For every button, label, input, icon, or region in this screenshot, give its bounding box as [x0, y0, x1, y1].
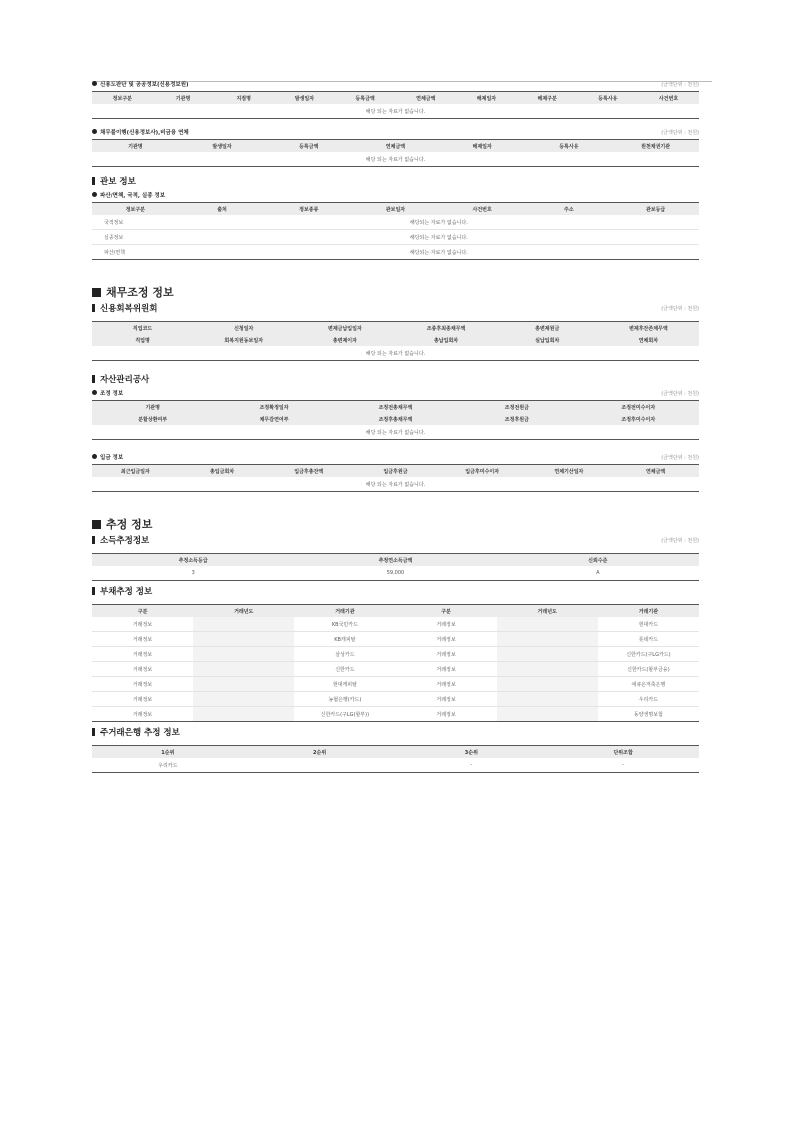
header-cell: 기관명 — [153, 92, 214, 105]
year-cell-redacted — [193, 647, 294, 662]
category-cell: 거래정보 — [92, 647, 193, 662]
header-cell: 직업명 — [92, 334, 193, 346]
main-bank-title: 주거래은행 추정 정보 — [92, 726, 699, 741]
table-row — [92, 692, 699, 707]
category-cell: 거래정보 — [395, 707, 496, 722]
unit-label: (금액단위 : 천원) — [661, 306, 699, 312]
institution-cell: 현대캐피탈 — [294, 677, 395, 692]
header-cell: 실납입회차 — [497, 334, 598, 346]
header-cell: 총입금회차 — [179, 465, 266, 478]
section-bar-icon — [92, 728, 95, 736]
header-cell: 신뢰수준 — [497, 554, 699, 567]
table-row — [92, 632, 699, 647]
confidence-level: A — [497, 566, 699, 581]
no-data-cell: 해당 되는 자료가 없습니다. — [92, 152, 699, 167]
year-cell-redacted — [497, 677, 598, 692]
year-cell-redacted — [497, 707, 598, 722]
year-cell-redacted — [497, 662, 598, 677]
category-cell: 거래정보 — [92, 632, 193, 647]
table-row — [92, 230, 699, 245]
header-cell: 조정전원금 — [456, 401, 577, 414]
header-cell: 직업코드 — [92, 322, 193, 335]
unit-label: (금액단위 : 천원) — [661, 391, 699, 397]
header-cell: 해제구분 — [517, 92, 578, 105]
estimate-title: 추정 정보 — [92, 516, 699, 534]
year-cell-redacted — [497, 617, 598, 632]
year-cell-redacted — [193, 617, 294, 632]
header-cell: 연체금액 — [395, 92, 456, 105]
header-cell: 총변제원금 — [497, 322, 598, 335]
institution-cell: 신한카드 — [294, 662, 395, 677]
header-cell: 해제일자 — [456, 92, 517, 105]
header-cell: 지점명 — [213, 92, 274, 105]
header-cell: 사건번호 — [638, 92, 699, 105]
header-cell: 기관명 — [92, 140, 179, 153]
credit-default-table — [92, 91, 699, 119]
header-cell: 최근입금일자 — [92, 465, 179, 478]
header-cell: 거래년도 — [497, 605, 598, 618]
header-cell: 조정전총채무액 — [335, 401, 456, 414]
unit-label: (금액단위 : 천원) — [661, 82, 699, 88]
header-cell: 조정후총채무액 — [335, 413, 456, 425]
year-cell-redacted — [193, 632, 294, 647]
header-cell: 등록사유 — [578, 92, 639, 105]
header-cell: 신청일자 — [193, 322, 294, 335]
no-data-cell: 해당 되는 자료가 없습니다. — [92, 104, 699, 119]
header-cell: 연체금액 — [352, 140, 439, 153]
category-cell: 거래정보 — [395, 632, 496, 647]
header-cell: 분할상환여부 — [92, 413, 213, 425]
section-square-icon — [92, 288, 101, 297]
category-cell: 거래정보 — [92, 707, 193, 722]
main-bank-table — [92, 745, 699, 773]
category-cell: 거래정보 — [92, 677, 193, 692]
category-cell: 거래정보 — [92, 692, 193, 707]
income-amount: 59,000 — [294, 566, 496, 581]
unit-label: (금액단위 : 천원) — [661, 538, 699, 544]
no-data-cell: 해당되는 자료가 없습니다. — [179, 245, 699, 260]
info-type-cell: 국적정보 — [92, 215, 179, 230]
debt-adjust-title: 채무조정 정보 — [92, 284, 699, 302]
institution-cell: 신한카드(구LG(할부)) — [294, 707, 395, 722]
info-type-cell: 실종정보 — [92, 230, 179, 245]
institution-cell: 우리카드 — [598, 692, 699, 707]
header-cell: 연체회차 — [598, 334, 699, 346]
header-cell: 총변제이자 — [294, 334, 395, 346]
income-title: 소득추정정보 (금액단위 : 천원) — [92, 534, 699, 549]
header-cell: 발생일자 — [179, 140, 266, 153]
header-cell: 채무감면여부 — [213, 413, 334, 425]
unit-label: (금액단위 : 천원) — [661, 455, 699, 461]
header-cell: 거래기관 — [598, 605, 699, 618]
institution-cell: 애큐온저축은행 — [598, 677, 699, 692]
header-cell: 거래기관 — [294, 605, 395, 618]
header-cell: 조종후최종채무액 — [395, 322, 496, 335]
year-cell-redacted — [193, 707, 294, 722]
header-cell: 구분 — [395, 605, 496, 618]
category-cell: 거래정보 — [395, 617, 496, 632]
credit-default-title: 신용도판단 및 공공정보(신용정보원) (금액단위 : 천원) — [92, 79, 699, 91]
year-cell-redacted — [193, 692, 294, 707]
header-cell: 3순위 — [396, 746, 548, 759]
header-cell: 추정소득등급 — [92, 554, 294, 567]
category-cell: 거래정보 — [395, 647, 496, 662]
income-grade: 3 — [92, 566, 294, 581]
header-cell: 등록사유 — [526, 140, 613, 153]
institution-cell: 롯데카드 — [598, 632, 699, 647]
header-cell: 조정후미수이자 — [578, 413, 699, 425]
header-cell: 변제금납입일자 — [294, 322, 395, 335]
header-cell: 발생일자 — [274, 92, 335, 105]
institution-cell: 신한카드(구LG카드) — [598, 647, 699, 662]
table-row — [92, 617, 699, 632]
public-info-table — [92, 202, 699, 260]
institution-cell: 신한카드(할부금융) — [598, 662, 699, 677]
bullet-icon — [92, 454, 97, 459]
year-cell-redacted — [193, 677, 294, 692]
unit-label: (금액단위 : 천원) — [661, 130, 699, 136]
report-content — [92, 79, 699, 773]
section-bar-icon — [92, 304, 95, 312]
category-cell: 거래정보 — [395, 662, 496, 677]
liability-title: 부채추정 정보 — [92, 585, 699, 600]
rank1-cell: 우리카드 — [92, 758, 244, 773]
income-table — [92, 553, 699, 581]
institution-cell: 동양생명보험 — [598, 707, 699, 722]
section-bar-icon — [92, 177, 95, 185]
header-cell: 관보일자 — [352, 203, 439, 216]
section-square-icon — [92, 520, 101, 529]
bullet-icon — [92, 192, 97, 197]
section-bar-icon — [92, 536, 95, 544]
debt-nonpay-title: 채무불이행(신용정보사),비금융 연체 (금액단위 : 천원) — [92, 127, 699, 139]
public-info-title: 관보 정보 — [92, 175, 699, 190]
header-cell: 해제일자 — [439, 140, 526, 153]
header-cell: 조정확정일자 — [213, 401, 334, 414]
section-bar-icon — [92, 375, 95, 383]
header-cell: 단위조합 — [547, 746, 699, 759]
table-row — [92, 647, 699, 662]
header-cell: 연체금액 — [612, 465, 699, 478]
header-cell: 조정후원금 — [456, 413, 577, 425]
category-cell: 거래정보 — [395, 677, 496, 692]
header-cell: 주소 — [526, 203, 613, 216]
no-data-cell: 해당되는 자료가 없습니다. — [179, 215, 699, 230]
year-cell-redacted — [497, 692, 598, 707]
kamco-payment-title: 입금 정보 (금액단위 : 천원) — [92, 452, 699, 464]
header-cell: 총납입회차 — [395, 334, 496, 346]
header-cell: 원천채권기관 — [612, 140, 699, 153]
header-cell: 정보종류 — [265, 203, 352, 216]
section-bar-icon — [92, 587, 95, 595]
year-cell-redacted — [497, 632, 598, 647]
header-cell: 추정연소득금액 — [294, 554, 496, 567]
table-row — [92, 215, 699, 230]
category-cell: 거래정보 — [92, 617, 193, 632]
kamco-payment-table — [92, 464, 699, 492]
debt-nonpay-table — [92, 139, 699, 167]
header-cell: 조정전미수이자 — [578, 401, 699, 414]
no-data-cell: 해당 되는 자료가 없습니다. — [92, 346, 699, 361]
table-row — [92, 662, 699, 677]
union-cell: - — [547, 758, 699, 773]
header-cell: 출처 — [179, 203, 266, 216]
header-cell: 변제후잔존채무액 — [598, 322, 699, 335]
institution-cell: KB캐피탈 — [294, 632, 395, 647]
header-cell: 사건번호 — [439, 203, 526, 216]
table-row — [92, 707, 699, 722]
header-cell: 회복지원동보일자 — [193, 334, 294, 346]
year-cell-redacted — [497, 647, 598, 662]
ccrs-title: 신용회복위원회 (금액단위 : 천원) — [92, 302, 699, 317]
header-cell: 정보구분 — [92, 203, 179, 216]
header-cell: 입금후미수이자 — [439, 465, 526, 478]
header-cell: 구분 — [92, 605, 193, 618]
rank3-cell: - — [396, 758, 548, 773]
header-cell: 기관명 — [92, 401, 213, 414]
ccrs-table — [92, 321, 699, 361]
header-cell: 입금후총잔액 — [265, 465, 352, 478]
table-row — [92, 677, 699, 692]
info-type-cell: 파산/면책 — [92, 245, 179, 260]
institution-cell: KB국민카드 — [294, 617, 395, 632]
institution-cell: 삼성카드 — [294, 647, 395, 662]
table-row — [92, 245, 699, 260]
bullet-icon — [92, 81, 97, 86]
category-cell: 거래정보 — [395, 692, 496, 707]
kamco-adjust-title: 조정 정보 (금액단위 : 천원) — [92, 388, 699, 400]
bullet-icon — [92, 129, 97, 134]
rank2-cell — [244, 758, 396, 773]
header-cell: 거래년도 — [193, 605, 294, 618]
no-data-cell: 해당 되는 자료가 없습니다. — [92, 477, 699, 492]
header-cell: 등록금액 — [265, 140, 352, 153]
no-data-cell: 해당 되는 자료가 없습니다. — [92, 425, 699, 440]
header-cell: 입금후원금 — [352, 465, 439, 478]
no-data-cell: 해당되는 자료가 없습니다. — [179, 230, 699, 245]
public-info-subtitle: 파산/면책, 국적, 실종 정보 — [92, 190, 699, 202]
header-cell: 관보등급 — [612, 203, 699, 216]
header-cell: 2순위 — [244, 746, 396, 759]
header-cell: 정보구분 — [92, 92, 153, 105]
kamco-title: 자산관리공사 — [92, 373, 699, 388]
header-cell: 1순위 — [92, 746, 244, 759]
liability-table — [92, 604, 699, 722]
kamco-adjust-table — [92, 400, 699, 440]
bullet-icon — [92, 390, 97, 395]
header-cell: 연체기산일자 — [526, 465, 613, 478]
institution-cell: 현대카드 — [598, 617, 699, 632]
header-cell: 등록금액 — [335, 92, 396, 105]
institution-cell: 농협은행(카드) — [294, 692, 395, 707]
category-cell: 거래정보 — [92, 662, 193, 677]
year-cell-redacted — [193, 662, 294, 677]
